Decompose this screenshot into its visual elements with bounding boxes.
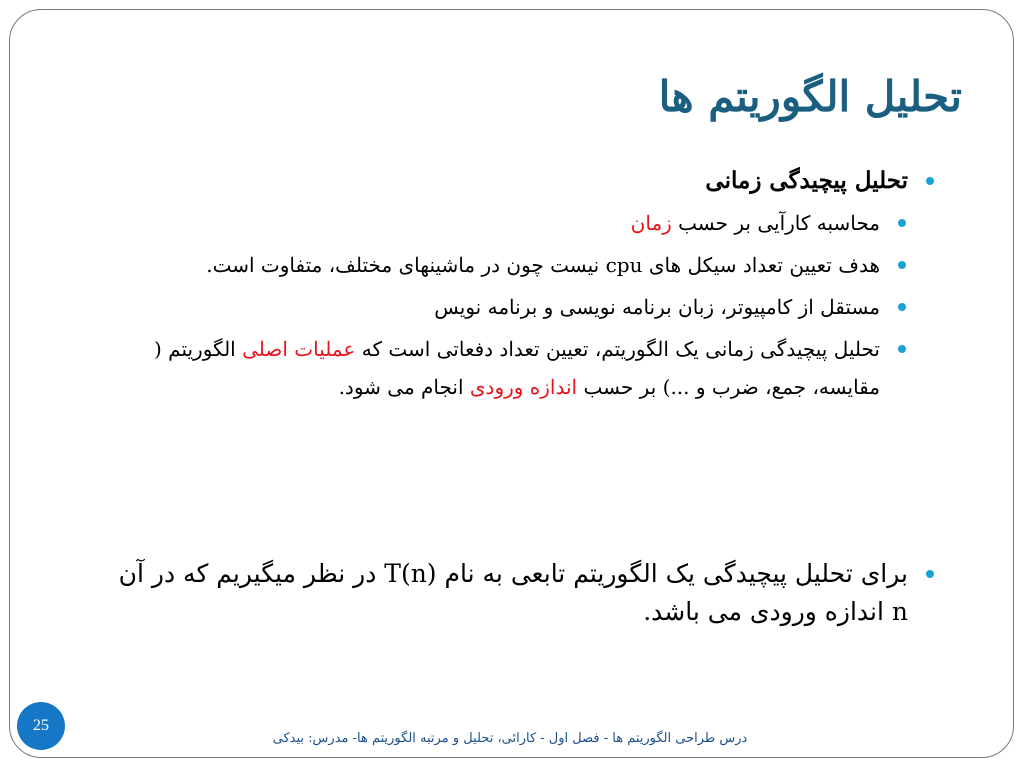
slide-number-badge [17, 702, 65, 750]
bullet-4-text-mid: الگوریتم ( مقایسه، جمع، ضرب و ...) بر حسب [153, 337, 880, 399]
bullet-dot [926, 177, 934, 185]
bullet-1-highlight: زمان [630, 211, 672, 235]
sub-bullet-2 [104, 246, 906, 284]
bullet-dot [926, 570, 934, 578]
slide-number: 25 [33, 717, 49, 734]
slide-content [104, 162, 934, 406]
bullet-dot [898, 261, 906, 269]
sub-bullet-4 [104, 330, 906, 406]
bullet-1-text: محاسبه کارآیی بر حسب [671, 211, 880, 235]
bullet-dot [898, 219, 906, 227]
bullet-4-highlight-input-size: اندازه ورودی [469, 375, 578, 399]
bullet-4-text-end: انجام می شود. [338, 375, 470, 399]
heading-bullet [104, 162, 934, 200]
tn-bullet-text: برای تحلیل پیچیدگی یک الگوریتم تابعی به نام T(n) در نظر میگیریم که در آن n اندازه ورودی می باشد. [118, 559, 908, 626]
bullet-dot [898, 345, 906, 353]
bullet-2-text: هدف تعیین تعداد سیکل های cpu نیست چون در ماشینهای مختلف، متفاوت است. [206, 253, 880, 277]
bullet-3-text: مستقل از کامپیوتر، زبان برنامه نویسی و برنامه نویس [434, 295, 880, 319]
sub-bullet-1 [104, 204, 906, 242]
main-bullet-tn [104, 555, 934, 631]
slide-content-lower [104, 555, 934, 631]
bullet-4-text: تحلیل پیچیدگی زمانی یک الگوریتم، تعیین تعداد دفعاتی است که [355, 337, 880, 361]
slide-title: تحلیل الگوریتم ها [658, 72, 962, 121]
heading-text: تحلیل پیچیدگی زمانی [705, 167, 908, 194]
bullet-4-highlight-operations: عملیات اصلی [242, 337, 356, 361]
footer-text: درس طراحی الگوریتم ها - فصل اول - کارائی، تحلیل و مرتبه الگوریتم ها- مدرس: بیدکی [272, 731, 748, 746]
bullet-dot [898, 303, 906, 311]
sub-bullet-3 [104, 288, 906, 326]
